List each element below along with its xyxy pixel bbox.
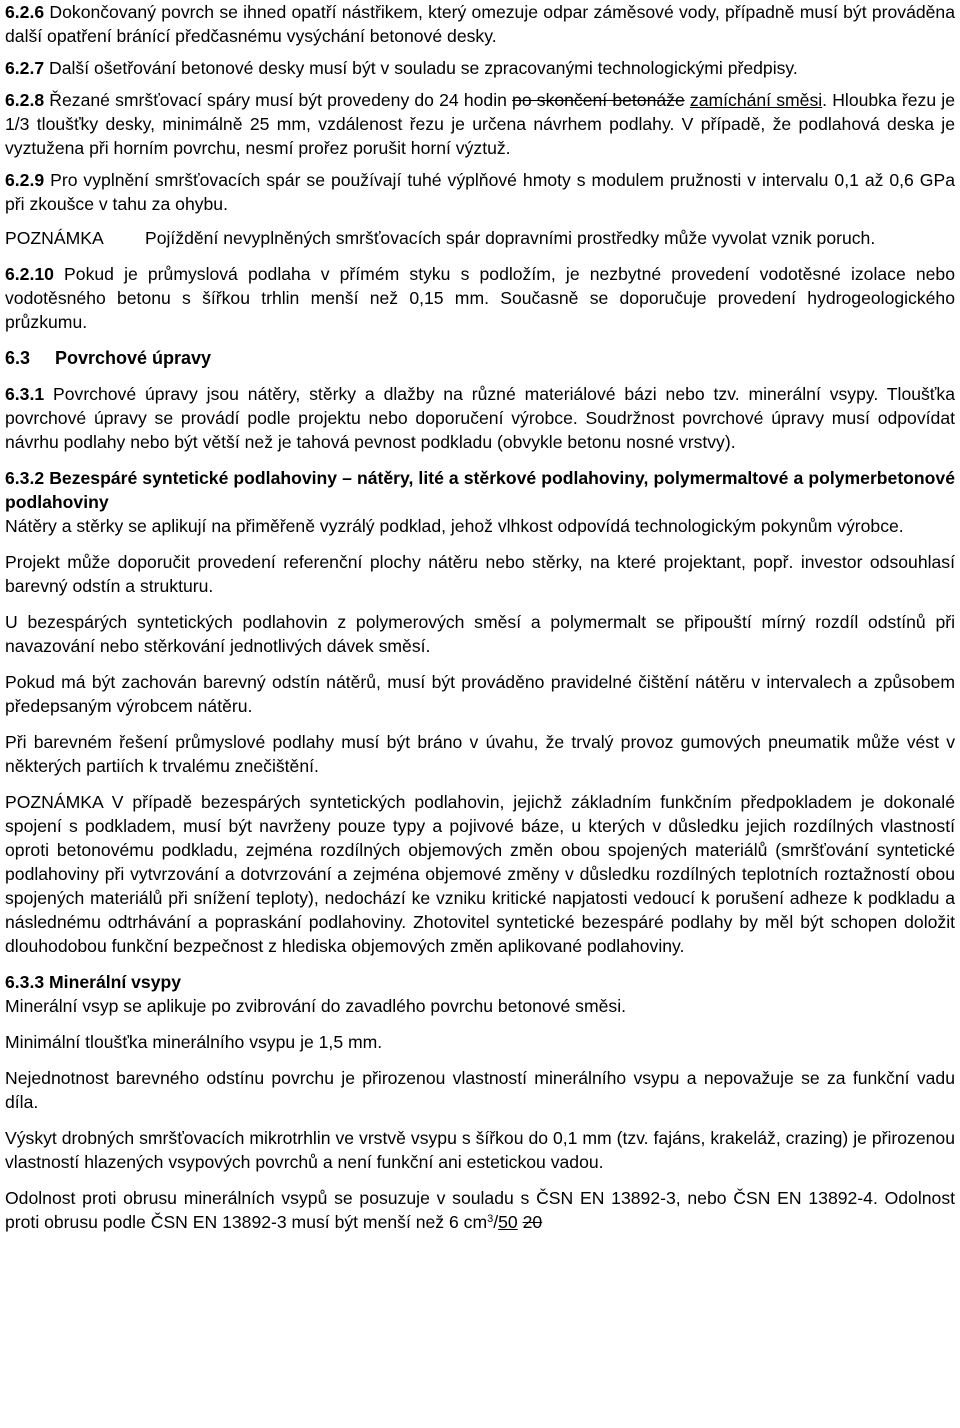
clause-number: 6.3.2 (5, 468, 45, 488)
clause-number: 6.3.3 (5, 972, 45, 992)
paragraph-cisteni: Pokud má být zachován barevný odstín nátěrů, musí být prováděno pravidelné čištění nátěru v intervalech a způsobem předepsaným výrobcem nátěru. (5, 672, 955, 716)
paragraph-6-2-9 (5, 168, 955, 216)
subheading-6-3-3 (5, 970, 955, 994)
clause-number: 6.2.10 (5, 264, 54, 284)
paragraph-mikrotrhliny: Výskyt drobných smršťovacích mikrotrhlin ve vrstvě vsypu s šířkou do 0,1 mm (tzv. fajáns, krakeláž, crazing) je přirozenou vlastností hlazených vsypových povrchů a není funkční ani estetickou vadou. (5, 1128, 955, 1172)
paragraph-text: Povrchové úpravy jsou nátěry, stěrky a dlažby na různé materiálové bázi nebo tzv. minerální vsypy. Tloušťka povrchové úpravy se provádí podle projektu nebo doporučení výrobce. Soudržnost povrchové úpravy musí odpovídat návrhu podlahy nebo být větší než je tahová pevnost podkladu (obvykle betonu nosné vrstvy). (5, 384, 955, 452)
slash-text: / (493, 1212, 499, 1232)
clause-number: 6.2.7 (5, 58, 45, 78)
note-text: Pojíždění nevyplněných smršťovacích spár dopravními prostředky může vyvolat vznik poruch. (145, 228, 876, 248)
clause-number: 6.3.1 (5, 384, 45, 404)
paragraph-6-3-2: Nátěry a stěrky se aplikují na přiměřeně vyzrálý podklad, jehož vlhkost odpovídá technologickým pokynům výrobce. (5, 516, 904, 536)
clause-number: 6.2.8 (5, 90, 45, 110)
paragraph-6-2-8 (5, 88, 955, 160)
clause-number: 6.2.9 (5, 170, 45, 190)
paragraph-6-2-10 (5, 262, 955, 334)
paragraph-text: Odolnost proti obrusu minerálních vsypů se posuzuje v souladu s ČSN EN 13892-3, nebo ČSN EN 13892-4. Odolnost proti obrusu podle ČSN EN 13892-3 musí být menší než 6 cm (5, 1188, 955, 1232)
paragraph-text: Další ošetřování betonové desky musí být v souladu se zpracovanými technologickými předpisy. (44, 58, 798, 78)
paragraph-text: Dokončovaný povrch se ihned opatří nástřikem, který omezuje odpar záměsové vody, případně musí být prováděna další opatření bránící předčasnému vysýchání betonové desky. (5, 2, 955, 46)
paragraph-6-3-3: Minerální vsyp se aplikuje po zvibrování do zavadlého povrchu betonové směsi. (5, 996, 627, 1016)
paragraph-pneumatiky: Při barevném řešení průmyslové podlahy musí být bráno v úvahu, že trvalý provoz gumových pneumatik může vést v některých partiích k trvalému znečištění. (5, 732, 955, 776)
paragraph-nejednotnost: Nejednotnost barevného odstínu povrchu je přirozenou vlastností minerálního vsypu a nepovažuje se za funkční vadu díla. (5, 1068, 955, 1112)
paragraph-6-3-1 (5, 382, 955, 454)
note-label: POZNÁMKA (5, 792, 103, 812)
note-spary (5, 226, 955, 250)
document-page (5, 0, 955, 1234)
paragraph-odstiny: U bezespárých syntetických podlahovin z polymerových směsí a polymermalt se připouští mírný rozdíl odstínů při navazování nebo stěrkování jednotlivých dávek směsí. (5, 612, 955, 656)
paragraph-referencni-plocha: Projekt může doporučit provedení referenční plochy nátěru nebo stěrky, na které projektant, popř. investor odsouhlasí barevný odstín a strukturu. (5, 552, 955, 596)
struck-text: po skončení betonáže (512, 90, 685, 110)
section-title: Povrchové úpravy (55, 348, 212, 368)
note-label: POZNÁMKA (5, 228, 104, 248)
paragraph-6-2-7 (5, 56, 955, 80)
subheading-6-3-2 (5, 466, 955, 514)
paragraph-text: Řezané smršťovací spáry musí být provedeny do 24 hodin (44, 90, 513, 110)
clause-number: 6.2.6 (5, 2, 45, 22)
inserted-text: 50 (498, 1212, 518, 1232)
subheading-title: Bezespáré syntetické podlahoviny – nátěry, lité a stěrkové podlahoviny, polymermaltové a polymerbetonové podlahoviny (5, 468, 955, 512)
paragraph-text: Pokud je průmyslová podlaha v přímém styku s podložím, je nezbytné provedení vodotěsné izolace nebo vodotěsného betonu s šířkou trhlin menší než 0,15 mm. Současně se doporučuje provedení hydrogeologického průzkumu. (5, 264, 955, 332)
paragraph-text: . Hloubka řezu je 1/3 tloušťky desky, minimálně 25 mm, vzdálenost řezu je určena návrhem podlahy. V případě, že podlahová deska je vyztužena při horním povrchu, nesmí prořez porušit horní výztuž. (5, 90, 955, 158)
paragraph-tloustka-vsypu: Minimální tloušťka minerálního vsypu je 1,5 mm. (5, 1032, 383, 1052)
section-heading-6-3 (5, 346, 955, 370)
section-number: 6.3 (5, 348, 31, 368)
paragraph-obrus (5, 1186, 955, 1234)
paragraph-text: Pro vyplnění smršťovacích spár se používají tuhé výplňové hmoty s modulem pružnosti v intervalu 0,1 až 0,6 GPa při zkoušce v tahu za ohybu. (5, 170, 955, 214)
note-text: V případě bezespárých syntetických podlahovin, jejichž základním funkčním předpokladem je dokonalé spojení s podkladem, musí být navrženy pouze typy a pojivové báze, u kterých v důsledku jejich rozdílných vlastností oproti betonovému podkladu, zejména rozdílných objemových změn obou spojených materiálů (smršťování syntetické podlahoviny při vytvrzování a dotvrzování a zejména objemové změny v důsledku rozdílných teplotních roztažností obou spojených materiálů při snížení teploty), nedochází ke vzniku kritické napjatosti vedoucí k porušení adheze k podkladu a následnému odtrhávání a popraskání podlahoviny. Zhotovitel syntetické bezespáré podlahy by měl být schopen doložit dlouhodobou funkční bezpečnost z hlediska objemových změn aplikované podlahoviny. (5, 792, 955, 956)
struck-text: 20 (522, 1212, 543, 1232)
subheading-title: Minerální vsypy (44, 972, 182, 992)
paragraph-6-2-6 (5, 0, 955, 48)
note-bezesparé (5, 790, 955, 958)
superscript: 3 (487, 1213, 494, 1225)
inserted-text: zamíchání směsi (689, 90, 823, 110)
